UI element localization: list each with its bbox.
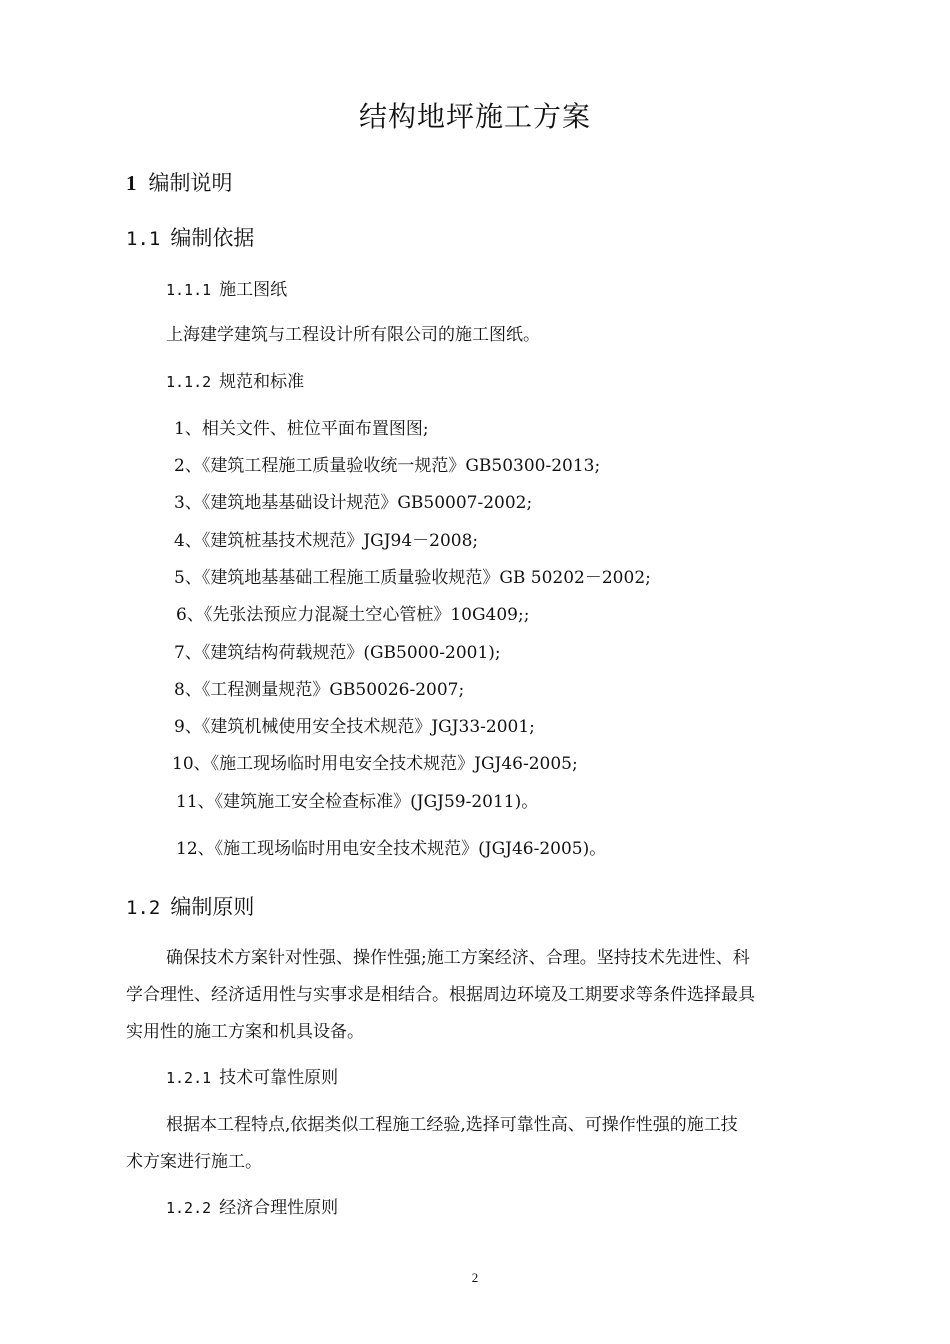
reference-item: 6、《先张法预应力混凝土空心管桩》10G409;; bbox=[176, 605, 530, 625]
section-number: 1.2.2 bbox=[166, 1199, 212, 1217]
section-number: 1.2.1 bbox=[166, 1069, 212, 1087]
reference-item: 11、《建筑施工安全检查标准》(JGJ59-2011)。 bbox=[176, 792, 539, 812]
section-title: 施工图纸 bbox=[219, 280, 288, 300]
paragraph-line: 学合理性、经济适用性与实事求是相结合。根据周边环境及工期要求等条件选择最具 bbox=[126, 985, 755, 1005]
document-title: 结构地坪施工方案 bbox=[358, 100, 591, 133]
reliability-paragraph bbox=[126, 1107, 842, 1181]
section-number: 1 bbox=[126, 171, 137, 195]
section-title: 经济合理性原则 bbox=[219, 1198, 339, 1218]
section-title: 技术可靠性原则 bbox=[219, 1068, 339, 1088]
section-number: 1.1 bbox=[126, 228, 161, 250]
section-1-2-heading bbox=[126, 897, 254, 918]
principles-paragraph bbox=[126, 940, 842, 1051]
section-number: 1.1.1 bbox=[166, 281, 212, 299]
section-1-1-heading bbox=[126, 228, 254, 249]
section-1-2-1-heading bbox=[166, 1070, 338, 1087]
section-1-1-2-heading bbox=[166, 374, 304, 391]
reference-item: 10、《施工现场临时用电安全技术规范》JGJ46-2005; bbox=[172, 754, 578, 774]
reference-item: 3、《建筑地基基础设计规范》GB50007-2002; bbox=[174, 493, 533, 513]
reference-item: 5、《建筑地基基础工程施工质量验收规范》GB 50202－2002; bbox=[174, 568, 651, 588]
reference-item: 7、《建筑结构荷载规范》(GB5000-2001); bbox=[174, 643, 501, 663]
section-number: 1.2 bbox=[126, 897, 161, 919]
paragraph-line: 实用性的施工方案和机具设备。 bbox=[126, 1022, 364, 1042]
section-1-1-1-heading bbox=[166, 282, 287, 299]
section-title: 编制原则 bbox=[170, 895, 255, 919]
reference-item: 4、《建筑桩基技术规范》JGJ94－2008; bbox=[174, 531, 479, 551]
reference-item: 9、《建筑机械使用安全技术规范》JGJ33-2001; bbox=[174, 717, 535, 737]
paragraph-line: 根据本工程特点,依据类似工程施工经验,选择可靠性高、可操作性强的施工技 bbox=[166, 1115, 738, 1135]
paragraph-line: 确保技术方案针对性强、操作性强;施工方案经济、合理。坚持技术先进性、科 bbox=[166, 948, 750, 968]
section-number: 1.1.2 bbox=[166, 373, 212, 391]
page-number: 2 bbox=[471, 1270, 479, 1285]
reference-item: 12、《施工现场临时用电安全技术规范》(JGJ46-2005)。 bbox=[176, 839, 607, 859]
paragraph-line: 术方案进行施工。 bbox=[126, 1152, 262, 1172]
reference-item: 1、相关文件、桩位平面布置图图; bbox=[174, 419, 429, 439]
drawing-source-text: 上海建学建筑与工程设计所有限公司的施工图纸。 bbox=[166, 325, 540, 345]
section-title: 规范和标准 bbox=[219, 372, 305, 392]
section-1-heading bbox=[126, 173, 233, 194]
reference-item: 8、《工程测量规范》GB50026-2007; bbox=[174, 680, 465, 700]
reference-item: 2、《建筑工程施工质量验收统一规范》GB50300-2013; bbox=[174, 456, 601, 476]
section-title: 编制依据 bbox=[170, 226, 255, 250]
section-1-2-2-heading bbox=[166, 1200, 338, 1217]
section-title: 编制说明 bbox=[148, 171, 233, 195]
